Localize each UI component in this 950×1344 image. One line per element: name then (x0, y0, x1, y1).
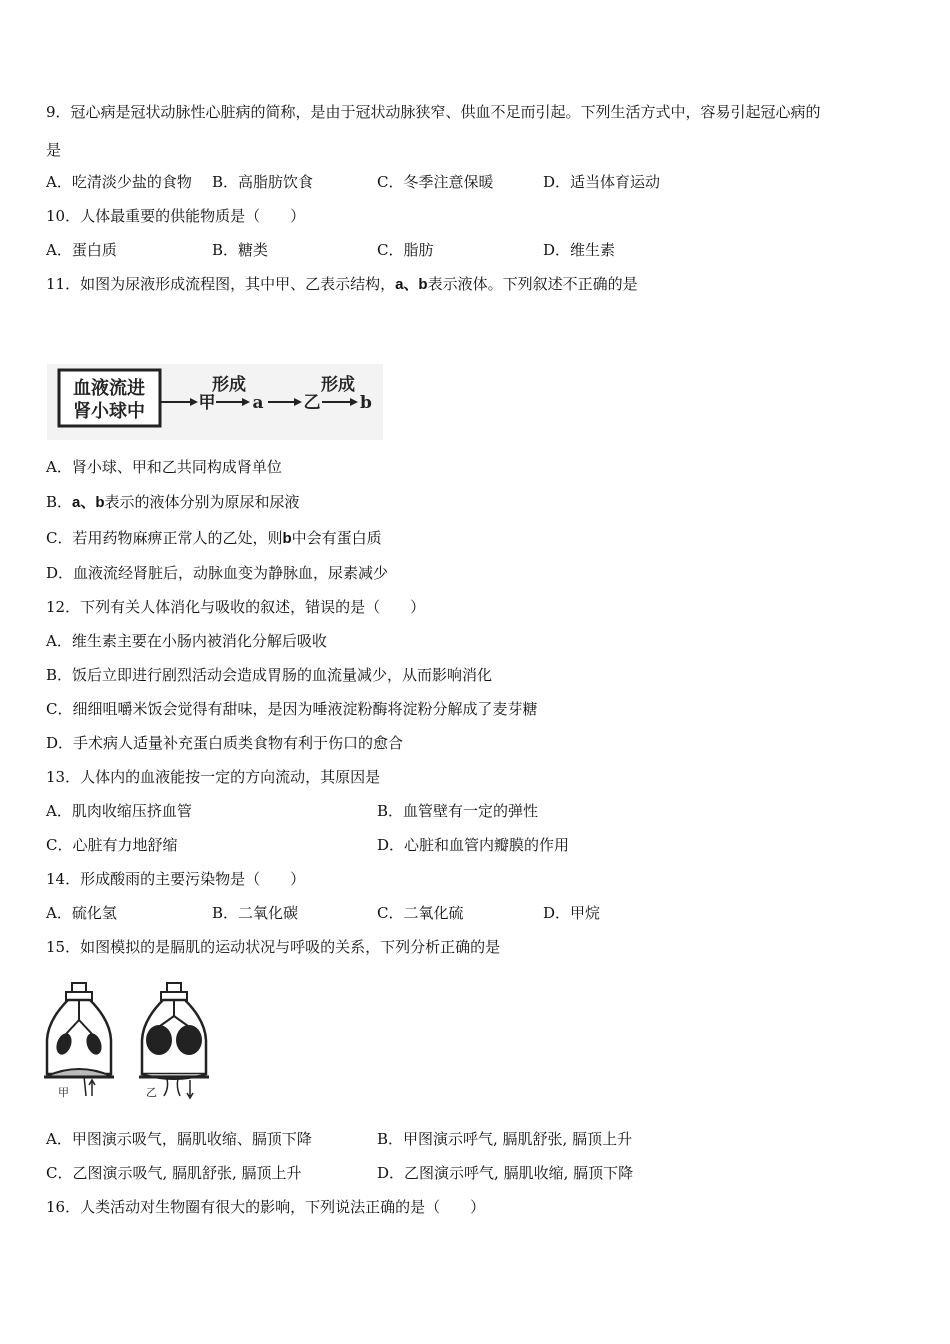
q11-stem-ab: a、b (395, 276, 428, 293)
q13-option-c: C．心脏有力地舒缩 (46, 836, 178, 854)
q11-option-b (46, 492, 300, 513)
q12-option-a: A．维生素主要在小肠内被消化分解后吸收 (46, 632, 327, 650)
q13-option-a: A．肌肉收缩压挤血管 (46, 802, 192, 820)
q14-option-d: D．甲烷 (543, 904, 601, 922)
q13-stem: 13．人体内的血液能按一定的方向流动，其原因是 (46, 768, 381, 786)
q11-stem-pre: 11．如图为尿液形成流程图，其中甲、乙表示结构， (46, 275, 396, 293)
q12-option-c: C．细细咀嚼米饭会觉得有甜味，是因为唾液淀粉酶将淀粉分解成了麦芽糖 (46, 700, 538, 718)
flow-label-form-2: 形成 (321, 375, 355, 395)
q12-option-d: D．手术病人适量补充蛋白质类食物有利于伤口的愈合 (46, 734, 404, 752)
flow-node-b: b (360, 393, 372, 413)
q15-option-a: A．甲图演示吸气，膈肌收缩、膈顶下降 (46, 1130, 312, 1148)
q11-stem (46, 274, 638, 295)
q11-option-c (46, 528, 382, 549)
flow-label-form-1: 形成 (212, 375, 246, 395)
jar-label-yi: 乙 (146, 1086, 157, 1099)
q13-option-b: B．血管壁有一定的弹性 (377, 802, 539, 820)
q11-stem-post: 表示液体。下列叙述不正确的是 (427, 275, 638, 293)
q13-option-d: D．心脏和血管内瓣膜的作用 (377, 836, 570, 854)
bell-jar-yi (139, 983, 209, 1099)
q14-option-c: C．二氧化硫 (377, 904, 464, 922)
q9-option-d: D．适当体育运动 (543, 173, 661, 191)
q10-option-c: C．脂肪 (377, 241, 434, 259)
q9-stem-line2: 是 (46, 141, 62, 159)
q16-stem: 16．人类活动对生物圈有很大的影响，下列说法正确的是（ ） (46, 1198, 486, 1216)
q9-stem-line1: 9．冠心病是冠状动脉性心脏病的简称，是由于冠状动脉狭窄、供血不足而引起。下列生活方式中，容易引起冠心病的 (46, 103, 821, 121)
q14-stem: 14．形成酸雨的主要污染物是（ ） (46, 870, 306, 888)
flow-node-yi: 乙 (303, 393, 321, 413)
q11-option-b-post: 表示的液体分别为原尿和尿液 (104, 493, 300, 511)
flow-node-jia: 甲 (198, 393, 216, 413)
q11-option-b-pre: B． (46, 493, 73, 511)
jar-label-jia: 甲 (58, 1086, 69, 1099)
q9-option-a: A．吃清淡少盐的食物 (46, 173, 192, 191)
q12-option-b: B．饭后立即进行剧烈活动会造成胃肠的血流量减少，从而影响消化 (46, 666, 493, 684)
q10-option-a: A．蛋白质 (46, 241, 117, 259)
q11-option-c-b: b (282, 530, 292, 547)
q15-stem: 15．如图模拟的是膈肌的运动状况与呼吸的关系，下列分析正确的是 (46, 938, 501, 956)
q11-option-a: A．肾小球、甲和乙共同构成肾单位 (46, 458, 282, 476)
q14-option-b: B．二氧化碳 (212, 904, 299, 922)
diaphragm-model-figure (44, 980, 214, 1108)
urine-formation-flowchart (46, 363, 384, 441)
q10-stem: 10．人体最重要的供能物质是（ ） (46, 207, 306, 225)
q15-option-d: D．乙图演示呼气, 膈肌收缩, 膈顶下降 (377, 1164, 634, 1182)
q11-option-d: D．血液流经肾脏后，动脉血变为静脉血，尿素减少 (46, 564, 389, 582)
q11-option-c-pre: C．若用药物麻痹正常人的乙处，则 (46, 529, 283, 547)
flow-node-a: a (252, 393, 264, 413)
q9-option-b: B．高脂肪饮食 (212, 173, 314, 191)
q9-option-c: C．冬季注意保暖 (377, 173, 494, 191)
q10-option-d: D．维生素 (543, 241, 616, 259)
q11-option-c-post: 中会有蛋白质 (291, 529, 382, 547)
q15-option-b: B．甲图演示呼气, 膈肌舒张, 膈顶上升 (377, 1130, 633, 1148)
q11-option-b-ab: a、b (72, 494, 105, 511)
bell-jar-jia (44, 983, 114, 1099)
q15-option-c: C．乙图演示吸气, 膈肌舒张, 膈顶上升 (46, 1164, 302, 1182)
q12-stem: 12．下列有关人体消化与吸收的叙述，错误的是（ ） (46, 598, 426, 616)
flow-box-line2: 肾小球中 (73, 401, 145, 422)
flow-box-line1: 血液流进 (73, 378, 145, 399)
q10-option-b: B．糖类 (212, 241, 269, 259)
q14-option-a: A．硫化氢 (46, 904, 117, 922)
